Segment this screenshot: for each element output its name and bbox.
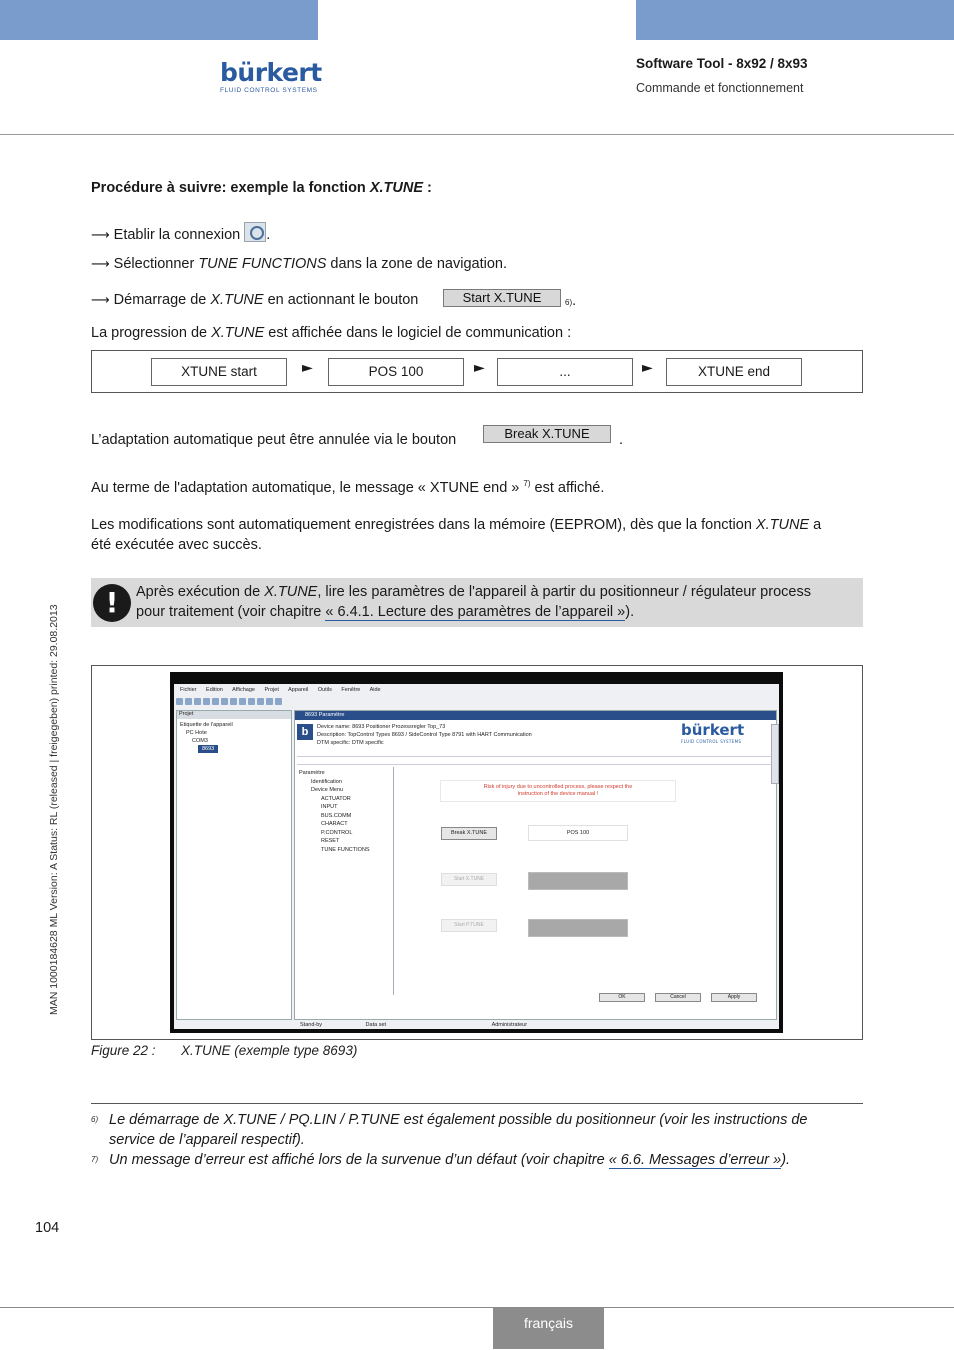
eeprom-sentence-line2: été exécutée avec succès. xyxy=(91,537,262,553)
nav-item: CHARACT xyxy=(321,821,348,827)
step-establish-connection: ⟶ Etablir la connexion . xyxy=(91,222,270,243)
chapter-link-6-6[interactable]: « 6.6. Messages d’erreur » xyxy=(608,1152,782,1168)
injury-warning: Risk of injury due to uncontrolled process, please respect the instruction of the device manual ! xyxy=(440,780,676,802)
tree-item: COM3 xyxy=(192,738,208,744)
device-field: Description: TopControl Types 8693 / SideControl Type 8791 with HART Communication xyxy=(317,732,532,738)
nav-item: Device Menu xyxy=(311,787,344,793)
footer-divider xyxy=(0,1307,954,1308)
dtm-parameter-window xyxy=(294,710,777,1020)
header-bar-right xyxy=(636,0,954,40)
arrow-icon: ⟶ xyxy=(91,293,110,308)
burkert-logo xyxy=(220,60,320,94)
footnote-6-line1: Le démarrage de X.TUNE / PQ.LIN / P.TUNE est également possible du positionneur (voir les instructions de xyxy=(109,1112,808,1128)
logo-tagline: FLUID CONTROL SYSTEMS xyxy=(220,87,318,94)
menu-edition: Edition xyxy=(206,687,223,693)
step-select-tune-functions: ⟶ Sélectionner TUNE FUNCTIONS dans la zone de navigation. xyxy=(91,256,507,272)
status-dataset: Data set xyxy=(365,1022,387,1028)
document-meta-vertical: MAN 1000184628 ML Version: A Status: RL (released | freigegeben) printed: 29.08.2013 xyxy=(48,604,60,1015)
nav-item: Identification xyxy=(311,778,342,785)
device-info xyxy=(317,723,532,747)
device-field: DTM specific: DTM specific xyxy=(317,740,384,746)
status-admin: Administrateur xyxy=(491,1022,528,1028)
break-xtune-button: Break X.TUNE xyxy=(441,827,497,840)
nav-item: RESET xyxy=(321,838,340,844)
triangle-right-icon: ► xyxy=(474,360,485,376)
menu-affichage: Affichage xyxy=(232,687,255,693)
progress-step: XTUNE end xyxy=(666,358,802,386)
device-field: Device name: 8693 Positioner Prozessregler Top_73 xyxy=(317,724,446,730)
burkert-badge-icon: b xyxy=(297,724,313,740)
nav-item-tune-functions: TUNE FUNCTIONS xyxy=(321,846,370,853)
toolbar xyxy=(176,698,776,708)
step-start-xtune: ⟶ Démarrage de X.TUNE en actionnant le bouton xyxy=(91,292,419,308)
tree-item: PC Hote xyxy=(186,730,207,736)
page-number: 104 xyxy=(35,1220,60,1236)
dtm-toolbar xyxy=(297,756,775,765)
project-tree xyxy=(177,719,291,755)
apply-button: Apply xyxy=(711,993,757,1002)
footnote-7: Un message d’erreur est affiché lors de la survenue d’un défaut (voir chapitre « 6.6. Messages d’erreur »). xyxy=(109,1152,791,1168)
project-panel xyxy=(176,710,292,1020)
eeprom-sentence-line1: Les modifications sont automatiquement enregistrées dans la mémoire (EEPROM), dès que la fonction X.TUNE a xyxy=(91,517,822,533)
project-panel-title: Projet xyxy=(177,711,291,719)
break-instruction: L’adaptation automatique peut être annulée via le bouton xyxy=(91,432,457,448)
period: . xyxy=(619,432,624,448)
header-divider xyxy=(0,134,954,135)
chapter-link-6-4-1[interactable]: « 6.4.1. Lecture des paramètres de l’appareil » xyxy=(325,604,626,620)
end-message-sentence: Au terme de l'adaptation automatique, le message « XTUNE end » $^{7)}$ est affiché. xyxy=(91,479,605,496)
note-text: Après exécution de X.TUNE, lire les paramètres de l'appareil à partir du positionneur / régulateur process pour traitement (voir chapitre « 6.4.1. Lecture des paramètres de l’appareil »). xyxy=(136,584,811,620)
menu-bar xyxy=(180,687,389,693)
status-standby: Stand-by xyxy=(300,1022,323,1028)
panel-separator xyxy=(393,767,394,995)
nav-item: ACTUATOR xyxy=(321,795,351,802)
nav-item: BUS.COMM xyxy=(321,812,352,819)
footnote-6-line2: service de l’appareil respectif). xyxy=(109,1132,305,1148)
break-xtune-button-image: Break X.TUNE xyxy=(483,425,611,443)
progress-step: ... xyxy=(497,358,633,386)
progress-intro: La progression de X.TUNE est affichée dans le logiciel de communication : xyxy=(91,325,572,341)
menu-aide: Aide xyxy=(369,687,381,693)
ok-button: OK xyxy=(599,993,645,1002)
menu-fichier: Fichier xyxy=(180,687,197,693)
progress-step: POS 100 xyxy=(328,358,464,386)
document-title: Software Tool - 8x92 / 8x93 xyxy=(636,56,808,71)
start-ptune-button-disabled: Start P.TUNE xyxy=(441,919,497,932)
connect-icon xyxy=(244,222,266,242)
navigation-tree xyxy=(299,769,389,854)
nav-item: Paramètre xyxy=(299,770,325,776)
app-window xyxy=(174,684,779,1029)
attention-note xyxy=(91,578,863,627)
arrow-icon: ⟶ xyxy=(91,257,110,272)
procedure-heading: Procédure à suivre: exemple la fonction X.TUNE : xyxy=(91,180,432,196)
footnote-mark-7: 7) xyxy=(91,1155,99,1164)
language-tab: français xyxy=(493,1308,604,1349)
status-bar xyxy=(176,1021,776,1029)
nav-item: P.CONTROL xyxy=(321,829,353,836)
software-screenshot xyxy=(170,672,783,1033)
footnote-divider xyxy=(91,1103,863,1104)
cancel-button: Cancel xyxy=(655,993,701,1002)
start-xtune-button-disabled: Start X.TUNE xyxy=(441,873,497,886)
nav-item: INPUT xyxy=(321,804,338,810)
menu-projet: Projet xyxy=(264,687,279,693)
tree-item: Etiquette de l'appareil xyxy=(180,722,233,728)
menu-fenetre: Fenêtre xyxy=(341,687,361,693)
menu-appareil: Appareil xyxy=(288,687,309,693)
menu-outils: Outils xyxy=(317,687,332,693)
figure-label: Figure 22 : xyxy=(91,1043,156,1058)
logo-word: bürkert xyxy=(220,58,322,87)
triangle-right-icon: ► xyxy=(642,360,653,376)
progress-step: XTUNE start xyxy=(151,358,287,386)
footnote-ref-6: 6). xyxy=(565,293,577,309)
disabled-value-field xyxy=(528,919,628,937)
figure-caption: X.TUNE (exemple type 8693) xyxy=(181,1043,358,1058)
footnote-mark-6: 6) xyxy=(91,1115,99,1124)
start-xtune-button-image: Start X.TUNE xyxy=(443,289,561,307)
progress-sequence xyxy=(91,350,863,393)
triangle-right-icon: ► xyxy=(302,360,313,376)
pos-value-field: POS 100 xyxy=(528,825,628,841)
footnote-ref-7: 7) xyxy=(523,479,531,488)
burkert-logo-small: bürkert FLUID CONTROL SYSTEMS xyxy=(681,721,745,744)
header-bar-left xyxy=(0,0,318,40)
heading-emphasis: X.TUNE xyxy=(369,180,423,196)
tree-item-selected: 8693 xyxy=(198,745,218,753)
document-subtitle: Commande et fonctionnement xyxy=(636,81,804,95)
exclamation-icon: ! xyxy=(93,584,131,622)
dtm-window-title: 8693 Paramètre xyxy=(295,711,776,720)
disabled-value-field xyxy=(528,872,628,890)
arrow-icon: ⟶ xyxy=(91,228,110,243)
catalogue-side-tab xyxy=(771,724,779,784)
